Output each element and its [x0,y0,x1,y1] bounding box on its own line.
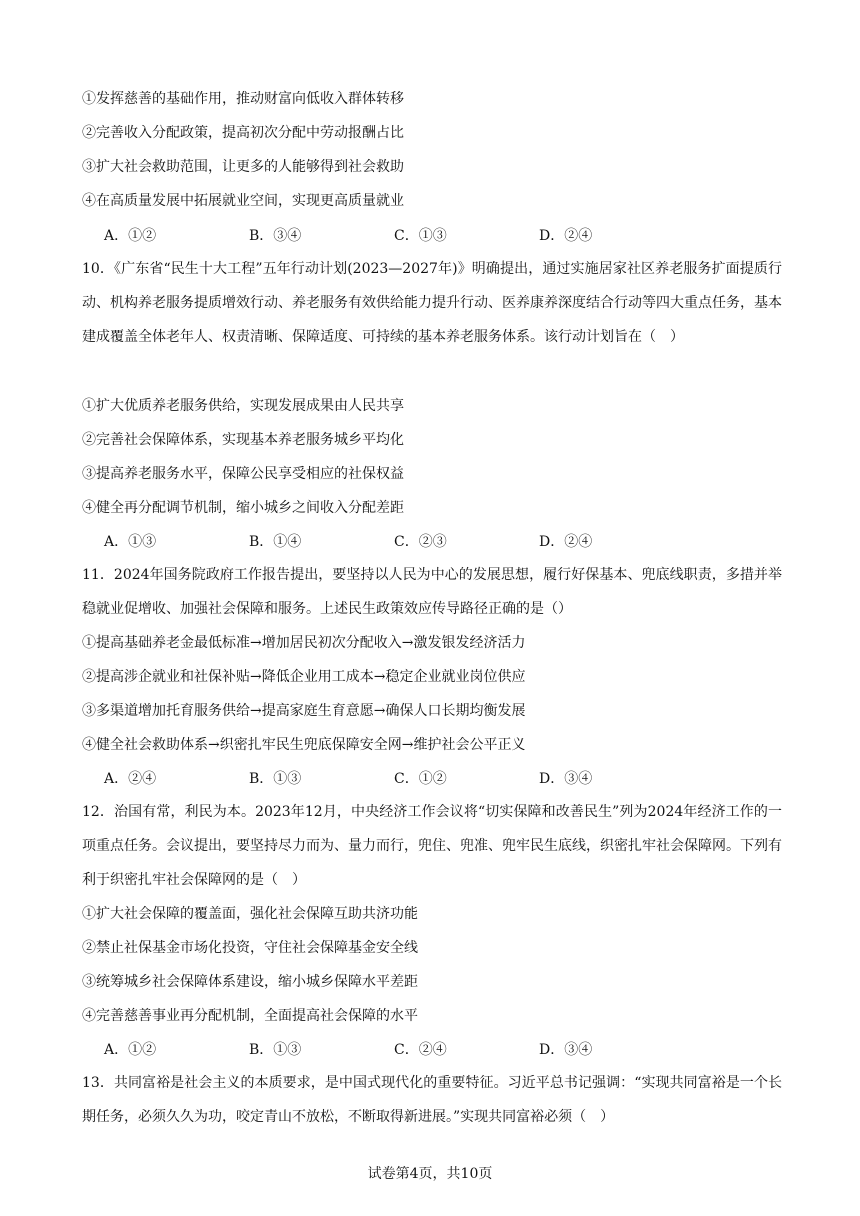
q11-option-d: D．③④ [539,771,593,787]
q9-item-4: ④在高质量发展中拓展就业空间，实现更高质量就业 [82,193,404,209]
q10-stem: 10．《广东省“民生十大工程”五年行动计划(2023—2027年)》明确提出，通过实施居家社区养老服务扩面提质行动、机构养老服务提质增效行动、养老服务有效供给能力提升行动、医养康养深度结合行动等四大重点任务，基本建成覆盖全体老年人、权责清晰、保障适度、可持续的基本养老服务体系。该行动计划旨在（ ） [82,261,782,345]
q9-option-d: D．②④ [539,228,593,244]
q9-option-c: C．①③ [394,228,447,244]
q11-item-4: ④健全社会救助体系→织密扎牢民生兜底保障安全网→维护社会公平正义 [82,737,526,753]
q9-option-a: A．①② [104,228,157,244]
q11-stem: 11．2024年国务院政府工作报告提出，要坚持以人民为中心的发展思想，履行好保基本、兜底线职责，多措并举稳就业促增收、加强社会保障和服务。上述民生政策效应传导路径正确的是（） [82,567,782,617]
q12-option-a: A．①② [104,1042,157,1058]
q9-item-2: ②完善收入分配政策，提高初次分配中劳动报酬占比 [82,125,404,141]
q9-option-b: B．③④ [249,228,302,244]
q12-item-3: ③统筹城乡社会保障体系建设，缩小城乡保障水平差距 [82,974,418,990]
q11-item-1: ①提高基础养老金最低标准→增加居民初次分配收入→激发银发经济活力 [82,635,526,651]
q12-options [104,1040,684,1060]
q11-item-2: ②提高涉企就业和社保补贴→降低企业用工成本→稳定企业就业岗位供应 [82,669,526,685]
q10-options [104,532,684,552]
q9-item-3: ③扩大社会救助范围，让更多的人能够得到社会救助 [82,159,404,175]
q10-item-1: ①扩大优质养老服务供给，实现发展成果由人民共享 [82,398,404,414]
q10-item-3: ③提高养老服务水平，保障公民享受相应的社保权益 [82,466,404,482]
q11-option-a: A．②④ [104,771,157,787]
q10-item-4: ④健全再分配调节机制，缩小城乡之间收入分配差距 [82,500,404,516]
q11-option-c: C．①② [394,771,447,787]
q10-option-b: B．①④ [249,534,302,550]
q11-item-3: ③多渠道增加托育服务供给→提高家庭生育意愿→确保人口长期均衡发展 [82,703,526,719]
q12-item-1: ①扩大社会保障的覆盖面，强化社会保障互助共济功能 [82,906,418,922]
q13-stem: 13．共同富裕是社会主义的本质要求，是中国式现代化的重要特征。习近平总书记强调：“实现共同富裕是一个长期任务，必须久久为功，咬定青山不放松，不断取得新进展。”实现共同富裕必须（ ） [82,1075,782,1125]
q9-options [104,226,684,246]
q9-item-1: ①发挥慈善的基础作用，推动财富向低收入群体转移 [82,91,404,107]
q10-option-d: D．②④ [539,534,593,550]
q10-option-a: A．①③ [104,534,157,550]
q10-item-2: ②完善社会保障体系，实现基本养老服务城乡平均化 [82,432,404,448]
page-footer: 试卷第4页，共10页 [367,1166,493,1182]
q12-option-d: D．③④ [539,1042,593,1058]
q12-option-c: C．②④ [394,1042,447,1058]
q12-item-2: ②禁止社保基金市场化投资，守住社会保障基金安全线 [82,940,418,956]
q12-stem: 12．治国有常，利民为本。2023年12月，中央经济工作会议将“切实保障和改善民生”列为2024年经济工作的一项重点任务。会议提出，要坚持尽力而为、量力而行，兜住、兜准、兜牢民生底线，织密扎牢社会保障网。下列有利于织密扎牢社会保障网的是（ ） [82,804,782,888]
q12-option-b: B．①③ [249,1042,302,1058]
q11-option-b: B．①③ [249,771,302,787]
q11-options [104,769,684,789]
q12-item-4: ④完善慈善事业再分配机制，全面提高社会保障的水平 [82,1008,418,1024]
q10-option-c: C．②③ [394,534,447,550]
